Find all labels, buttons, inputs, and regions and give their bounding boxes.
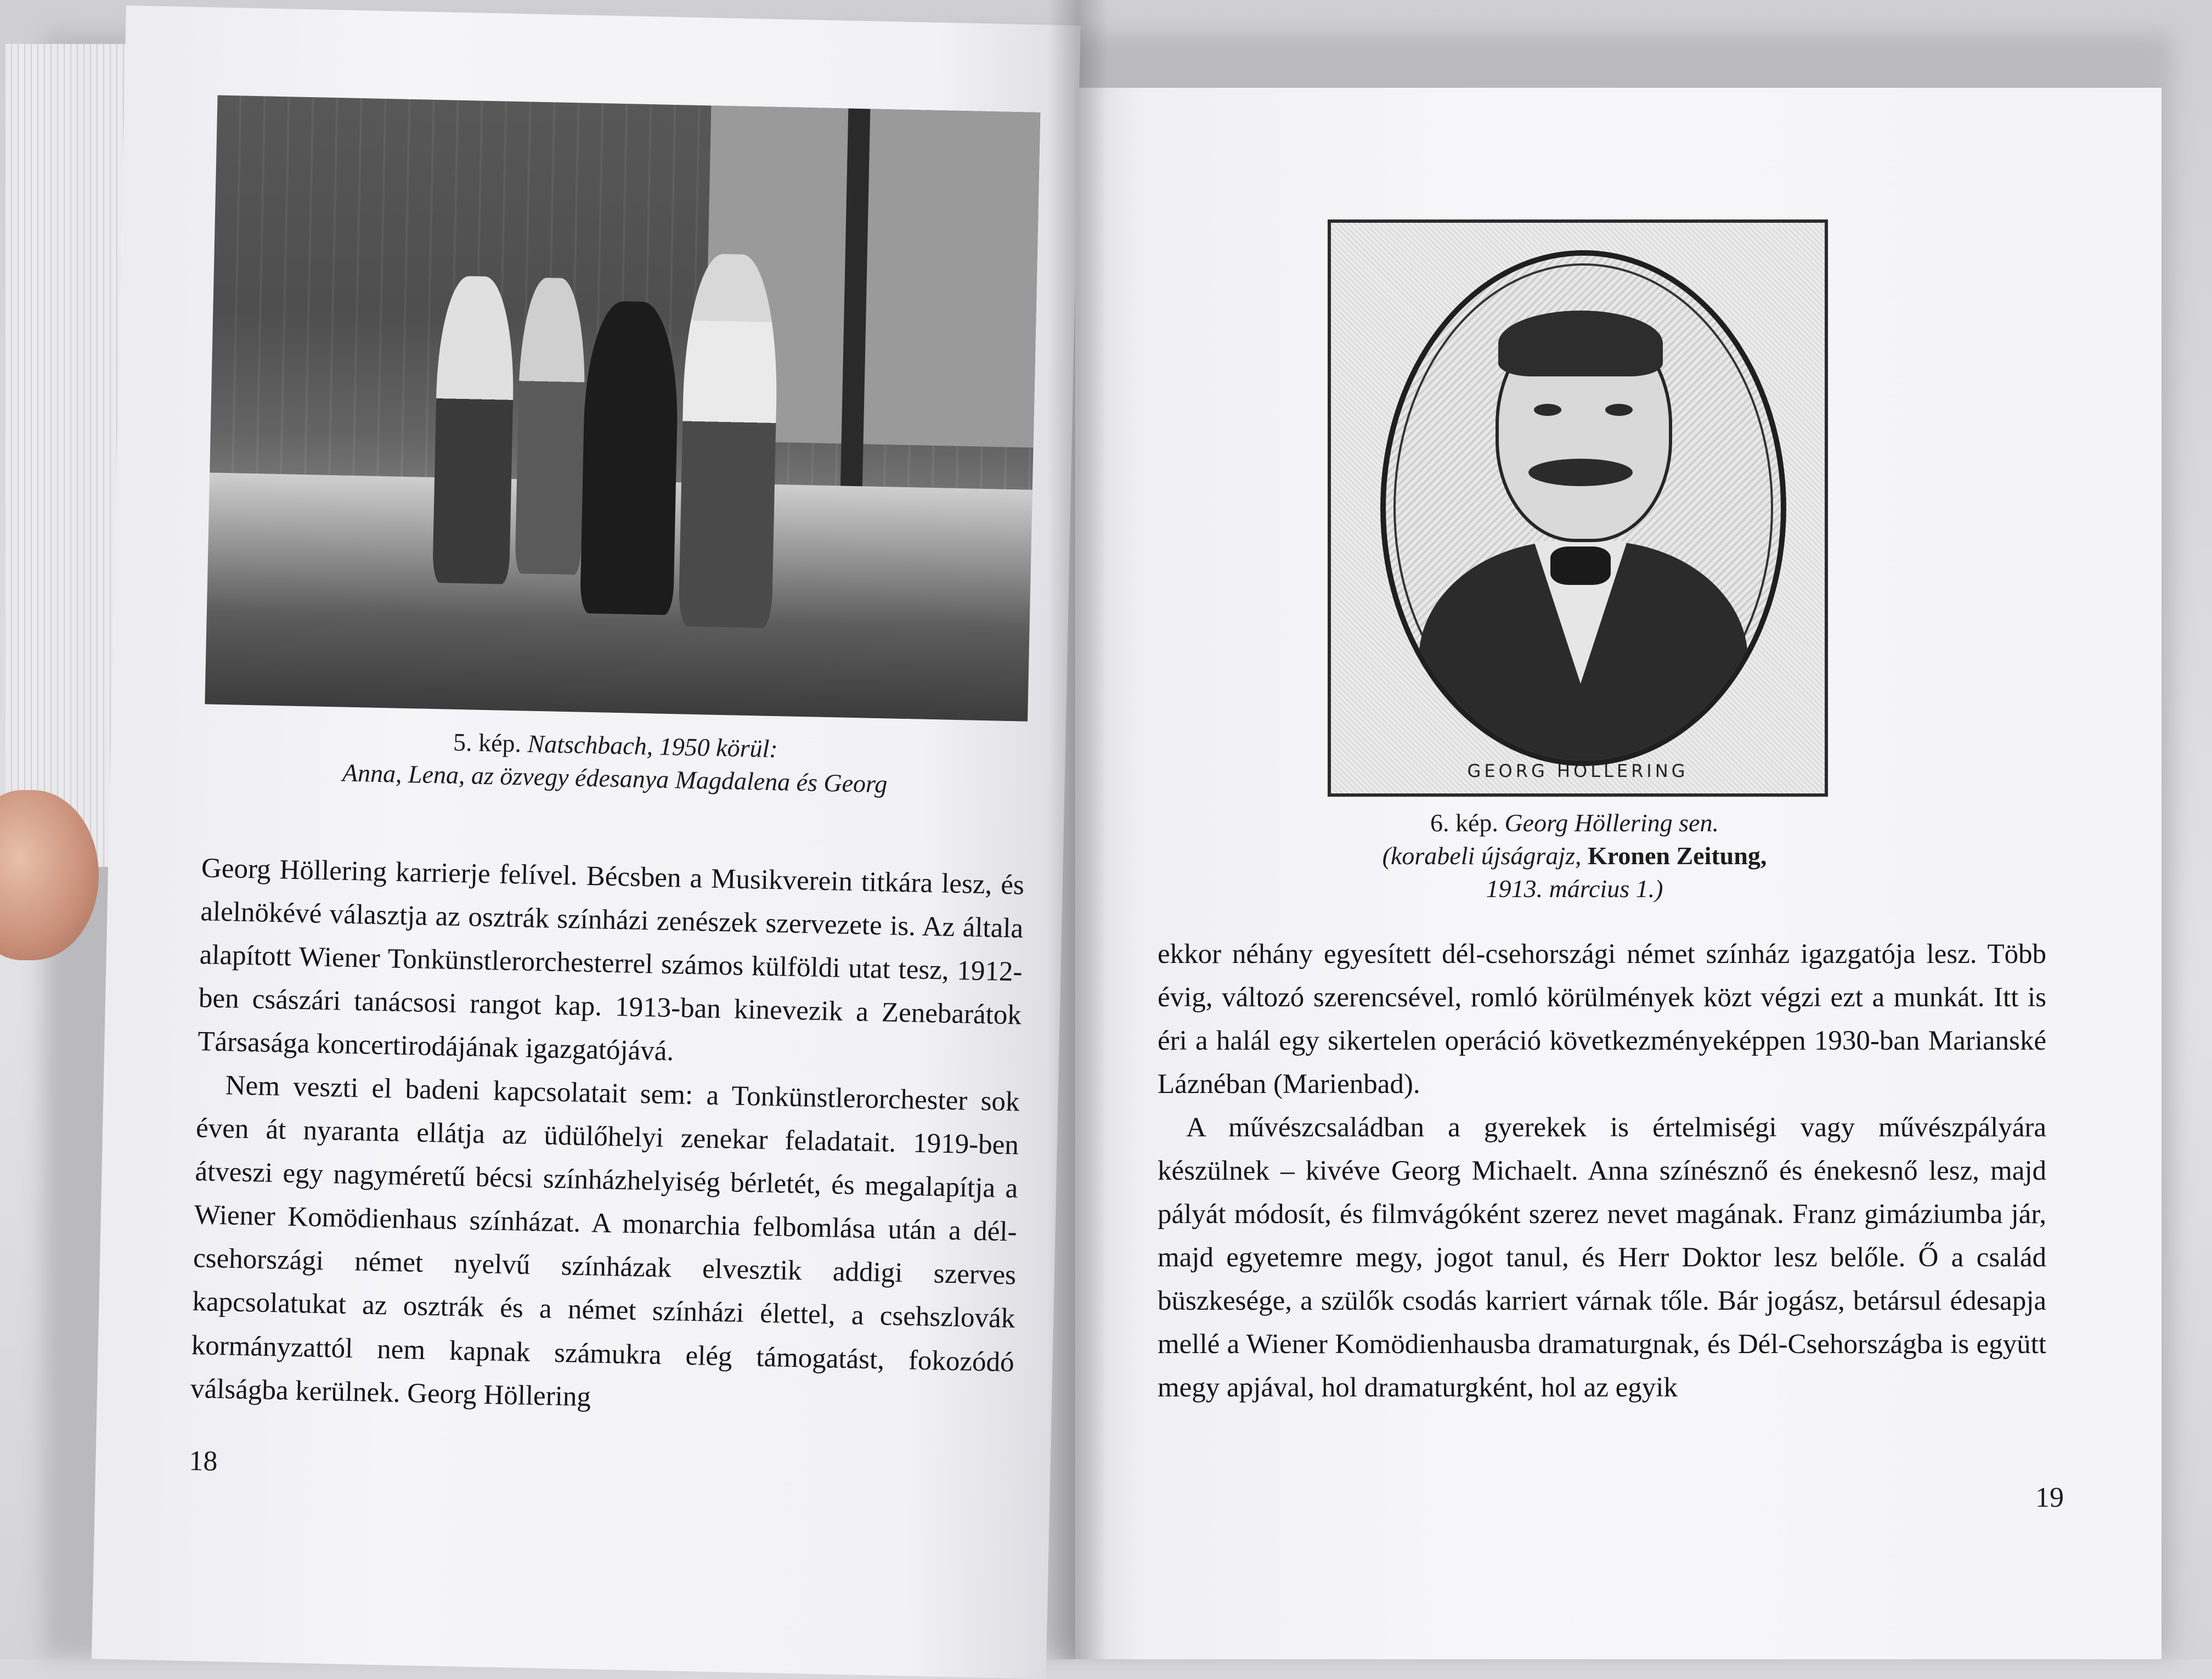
photo-person-magdalena: [580, 301, 680, 615]
right-page: [1075, 88, 2162, 1659]
figure-6-source-prefix: (korabeli újságrajz,: [1382, 841, 1582, 870]
portrait-hair: [1498, 311, 1663, 376]
book-gutter: [1048, 0, 1108, 1659]
figure-6-caption-line3: [1273, 872, 1876, 905]
figure-5-number: 5. kép.: [453, 728, 522, 758]
photo-person-anna: [432, 275, 516, 584]
right-paragraph-1: ekkor néhány egyesített dél-csehországi német színház igazgatója lesz. Több évig, változó szerencsével, romló körülmények közt végzi ezt a munkát. Itt is éri a halál egy sikertelen operáció következményeképpen 1930-ban Marianské Láznéban (Marienbad).: [1158, 939, 2046, 1100]
left-page: [92, 5, 1081, 1679]
figure-6-caption: [1273, 807, 1876, 905]
portrait-right-eye: [1605, 404, 1633, 416]
figure-6-number: 6. kép.: [1430, 809, 1498, 837]
page-number-19: 19: [2035, 1482, 2064, 1513]
page-number-18: 18: [188, 1445, 218, 1478]
figure-5-photo: [205, 95, 1040, 722]
portrait-mustache: [1528, 459, 1633, 486]
figure-6-subject: Georg Höllering sen.: [1504, 809, 1719, 837]
figure-6-caption-line1: [1273, 807, 1876, 840]
figure-5-caption: [203, 720, 1027, 803]
left-body-text: [190, 847, 1024, 1428]
figure-6-source-newspaper: Kronen Zeitung,: [1588, 841, 1767, 870]
portrait-left-eye: [1534, 404, 1561, 416]
figure-6-portrait: [1328, 219, 1828, 797]
figure-5-people: Anna, Lena, az özvegy édesanya Magdalena és Georg: [342, 758, 888, 798]
figure-5-place: Natschbach, 1950 körül:: [527, 729, 778, 763]
left-paragraph-2: Nem veszti el badeni kapcsolatait sem: a Tonkünstlerorchester sok éven át nyaranta ellátja az üdülőhelyi zenekar feladatait. 1919-ben átveszi egy nagyméretű bécsi színházhelyiség bérletét, és megalapítja a Wiener Komödienhaus színházat. A monarchia felbomlása után a dél-csehországi német nyelvű színházak elvesztik addigi szerves kapcsolatukat az osztrák és a német színházi élettel, a csehszlovák kormányzattól nem kapnak számukra elég támogatást, fokozódó válságba kerülnek. Georg Höllering: [190, 1070, 1020, 1412]
portrait-bow-tie: [1550, 546, 1611, 585]
photo-person-georg: [679, 253, 780, 628]
portrait-name-label: GEORG HÖLLERING: [1467, 760, 1689, 781]
figure-6-caption-line2: [1273, 840, 1876, 872]
portrait-oval-frame: [1380, 250, 1786, 766]
figure-6-date: 1913. március 1.): [1486, 874, 1663, 903]
photo-person-lena: [515, 277, 586, 574]
right-paragraph-2: A művészcsaládban a gyerekek is értelmiségi vagy művészpályára készülnek – kivéve Georg Michaelt. Anna színésznő és énekesnő lesz, majd pályát módosít, és filmvágóként szerez nevet magának. Franz gimáziumba jár, majd egyetemre megy, jogot tanul, és Herr Doktor lesz belőle. Ő a család büszkesége, a szülők csodás karriert várnak tőle. Bár jogász, betársul édesapja mellé a Wiener Komödienhausba dramaturgnak, és Dél-Csehországba is együtt megy apjával, hol dramaturgként, hol az egyik: [1158, 1112, 2046, 1404]
right-body-text: [1158, 933, 2046, 1410]
left-paragraph-1: Georg Höllering karrierje felível. Bécsben a Musikverein titkára lesz, és alelnökévé választja az osztrák színházi zenészek szervezete is. Az általa alapított Wiener Tonkünstlerorchesterrel számos külföldi utat tesz, 1912-ben császári tanácsosi rangot kap. 1913-ban kinevezik a Zenebarátok Társasága koncertirodájának igazgatójává.: [197, 853, 1025, 1067]
